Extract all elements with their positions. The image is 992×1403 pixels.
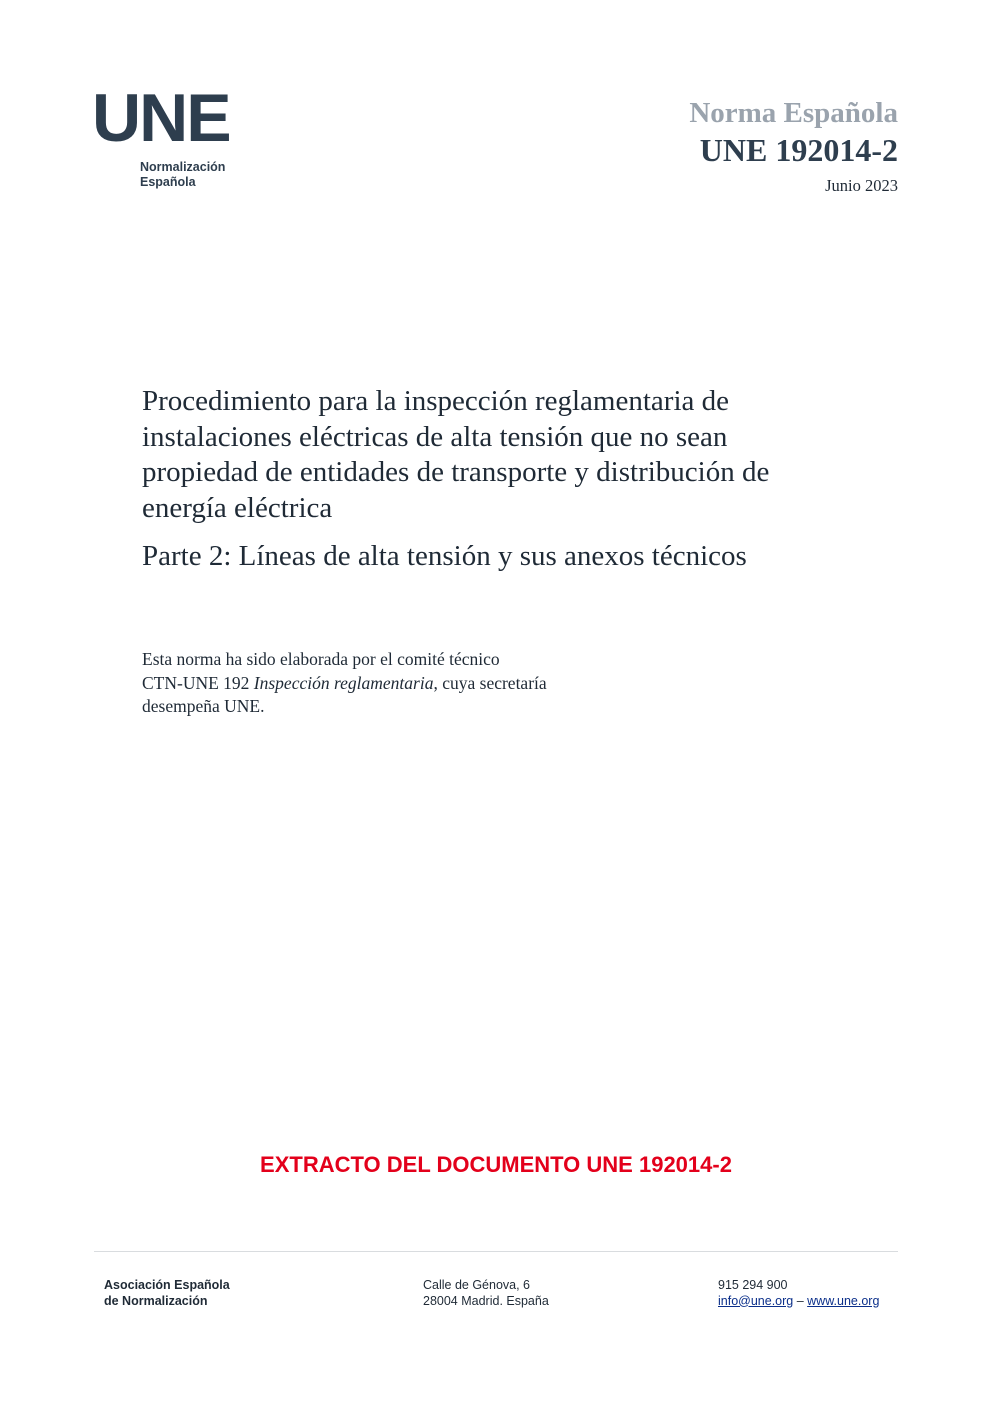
footer-address-line-2: 28004 Madrid. España	[423, 1293, 549, 1308]
footer-org-line-2: de Normalización	[104, 1293, 208, 1308]
footer-phone: 915 294 900	[718, 1278, 788, 1292]
title-line-2: instalaciones eléctricas de alta tensión que no sean	[142, 420, 728, 453]
committee-line-1: Esta norma ha sido elaborada por el comité técnico	[142, 649, 500, 669]
committee-code: CTN-UNE 192	[142, 672, 254, 693]
committee-line-2	[142, 672, 662, 696]
standard-header	[689, 96, 898, 198]
link-separator: –	[793, 1293, 808, 1308]
norma-label: Norma Española	[689, 97, 898, 129]
standard-code: UNE 192014-2	[699, 132, 898, 168]
committee-line-2-suffix: , cuya secretaría	[433, 672, 547, 693]
une-logo	[92, 80, 242, 198]
document-title	[142, 384, 902, 526]
committee-statement	[142, 648, 662, 719]
logo-sub-line-2: Española	[140, 175, 196, 189]
publication-date: Junio 2023	[825, 176, 898, 195]
email-link[interactable]: info@une.org	[718, 1293, 794, 1308]
footer-organization	[104, 1278, 230, 1309]
footer-address	[423, 1278, 549, 1309]
footer-divider	[94, 1251, 898, 1252]
committee-name: Inspección reglamentaria	[253, 672, 434, 693]
footer-contact	[718, 1278, 879, 1309]
logo-wordmark: UNE	[92, 80, 230, 156]
logo-subtitle	[140, 160, 225, 190]
title-line-1: Procedimiento para la inspección reglamentaria de	[142, 385, 729, 417]
committee-line-3: desempeña UNE.	[142, 696, 265, 716]
footer-org-line-1: Asociación Española	[104, 1278, 230, 1292]
logo-sub-line-1: Normalización	[140, 160, 226, 174]
title-line-3: propiedad de entidades de transporte y distribución de	[142, 456, 770, 488]
document-subtitle: Parte 2: Líneas de alta tensión y sus anexos técnicos	[142, 540, 747, 572]
website-link[interactable]: www.une.org	[807, 1293, 880, 1308]
title-line-4: energía eléctrica	[142, 491, 333, 524]
extract-notice: EXTRACTO DEL DOCUMENTO UNE 192014-2	[260, 1152, 732, 1177]
footer-links	[718, 1294, 879, 1310]
footer-address-line-1: Calle de Génova, 6	[423, 1278, 531, 1292]
